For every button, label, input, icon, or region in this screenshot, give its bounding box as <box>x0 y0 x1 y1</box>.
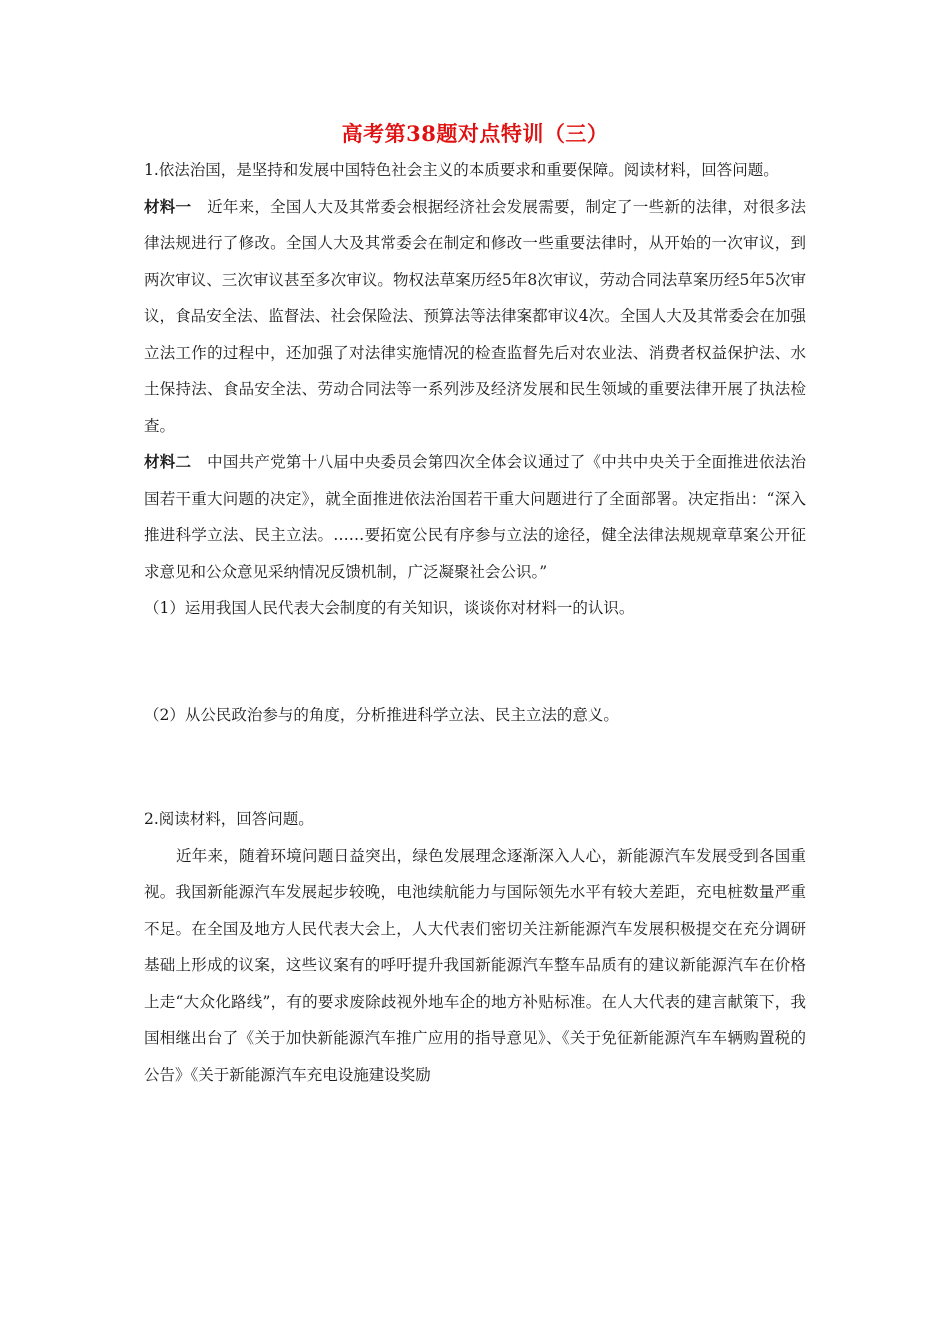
document-title: 高考第38题对点特训（三） <box>341 121 609 146</box>
document-page <box>144 118 806 1093</box>
question-1-subquestion-2: （2）从公民政治参与的角度，分析推进科学立法、民主立法的意义。 <box>144 705 619 724</box>
material-1-text: 近年来，全国人大及其常委会根据经济社会发展需要，制定了一些新的法律，对很多法律法规进行了修改。全国人大及其常委会在制定和修改一些重要法律时，从开始的一次审议，到两次审议、三次审议甚至多次审议。物权法草案历经5年8次审议，劳动合同法草案历经5年5次审议，食品安全法、监督法、社会保险法、预算法等法律案都审议4次。全国人大及其常委会在加强立法工作的过程中，还加强了对法律实施情况的检查监督先后对农业法、消费者权益保护法、水土保持法、食品安全法、劳动合同法等一系列涉及经济发展和民生领域的重要法律开展了执法检查。 <box>144 197 806 435</box>
material-2-text: 中国共产党第十八届中央委员会第四次全体会议通过了《中共中央关于全面推进依法治国若干重大问题的决定》，就全面推进依法治国若干重大问题进行了全面部署。决定指出：“深入推进科学立法、民主立法。……要拓宽公民有序参与立法的途径，健全法律法规规章草案公开征求意见和公众意见采纳情况反馈机制，广泛凝聚社会公识。” <box>144 453 806 581</box>
answer-space <box>144 627 806 697</box>
question-2-material: 近年来，随着环境问题日益突出，绿色发展理念逐渐深入人心，新能源汽车发展受到各国重视。我国新能源汽车发展起步较晚，电池续航能力与国际领先水平有较大差距，充电桩数量严重不足。在全国及地方人民代表大会上，人大代表们密切关注新能源汽车发展积极提交在充分调研基础上形成的议案，这些议案有的呼吁提升我国新能源汽车整车品质有的建议新能源汽车在价格上走“大众化路线”，有的要求废除歧视外地车企的地方补贴标准。在人大代表的建言献策下，我国相继出台了《关于加快新能源汽车推广应用的指导意见》、《关于免征新能源汽车车辆购置税的公告》《关于新能源汽车充电设施建设奖励 <box>144 846 806 1084</box>
material-1-label: 材料一 <box>144 196 192 216</box>
question-1-material-2 <box>144 444 806 590</box>
question-1-stem: 1.依法治国，是坚持和发展中国特色社会主义的本质要求和重要保障。阅读材料，回答问题。 <box>144 161 779 179</box>
material-2-label: 材料二 <box>144 452 192 471</box>
question-2-stem: 2.阅读材料，回答问题。 <box>144 810 314 828</box>
question-1-subquestion-1: （1）运用我国人民代表大会制度的有关知识，谈谈你对材料一的认识。 <box>144 599 635 617</box>
question-1-material-1 <box>144 189 806 445</box>
answer-space <box>144 733 806 801</box>
